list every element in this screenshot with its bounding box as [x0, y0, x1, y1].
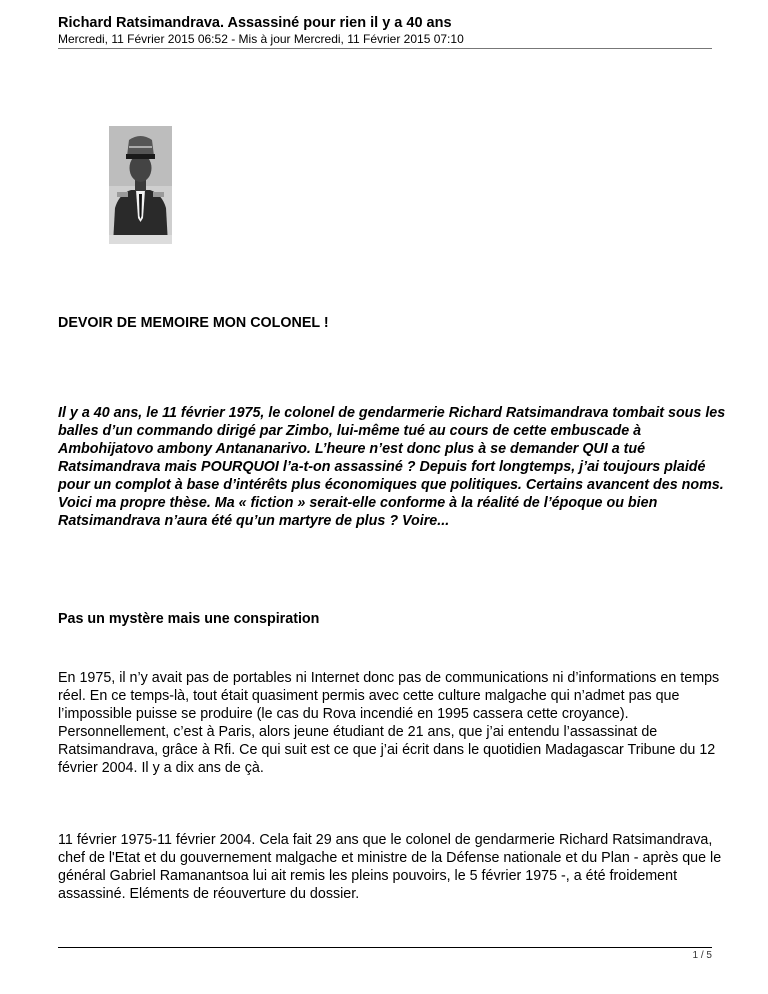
body-paragraph-2: 11 février 1975-11 février 2004. Cela fait 29 ans que le colonel de gendarmerie Richard Ratsimandrava, chef de l'Etat et du gouvernement malgache et ministre de la Défense nationale et du Plan - après que le général Gabriel Ramanantsoa lui ait remis les pleins pouvoirs, le 5 février 1975 -, a été froidement assassiné. Eléments de réouverture du dossier.: [58, 832, 722, 902]
page-number: 1 / 5: [692, 950, 712, 961]
document-header: [58, 14, 712, 47]
intro-paragraph: Il y a 40 ans, le 11 février 1975, le colonel de gendarmerie Richard Ratsimandrava tombait sous les balles d’un commando dirigé par Zimbo, lui-même tué au cours de cette embuscade à Ambohijatovo ambony Antananarivo. L’heure n’est donc plus à se demander QUI a tué Ratsimandrava mais POURQUOI l’a-t-on assassiné ? Depuis fort longtemps, j’ai toujours plaidé pour un complot à base d’intérêts plus économiques que politiques. Certains avancent des noms. Voici ma propre thèse. Ma « fiction » serait-elle conforme à la réalité de l’époque ou bien Ratsimandrava n’aura été qu’un martyre de plus ? Voire...: [58, 405, 726, 529]
body-paragraph-1: En 1975, il n’y avait pas de portables ni Internet donc pas de communications ni d’informations en temps réel. En ce temps-là, tout était quasiment permis avec cette culture malgache qui n’admet pas que l’impossible puisse se produire (le cas du Rova incendié en 1995 cassera cette croyance). Personnellement, c’est à Paris, alors jeune étudiant de 21 ans, que j’ai entendu l’assassinat de Ratsimandrava, grâce à Rfi. Ce qui suit est ce que j’ai écrit dans le quotidien Madagascar Tribune du 12 février 2004. Il y a dix ans de çà.: [58, 670, 720, 776]
header-divider: [58, 48, 712, 49]
portrait-photo: [109, 126, 172, 244]
footer-divider: [58, 947, 712, 948]
section-heading-conspiration: Pas un mystère mais une conspiration: [58, 611, 320, 627]
document-title: Richard Ratsimandrava. Assassiné pour rien il y a 40 ans: [58, 15, 452, 31]
document-date-meta: Mercredi, 11 Février 2015 06:52 - Mis à jour Mercredi, 11 Février 2015 07:10: [58, 32, 464, 46]
portrait-photo-icon: [109, 126, 172, 244]
section-heading-devoir: DEVOIR DE MEMOIRE MON COLONEL !: [58, 315, 329, 331]
